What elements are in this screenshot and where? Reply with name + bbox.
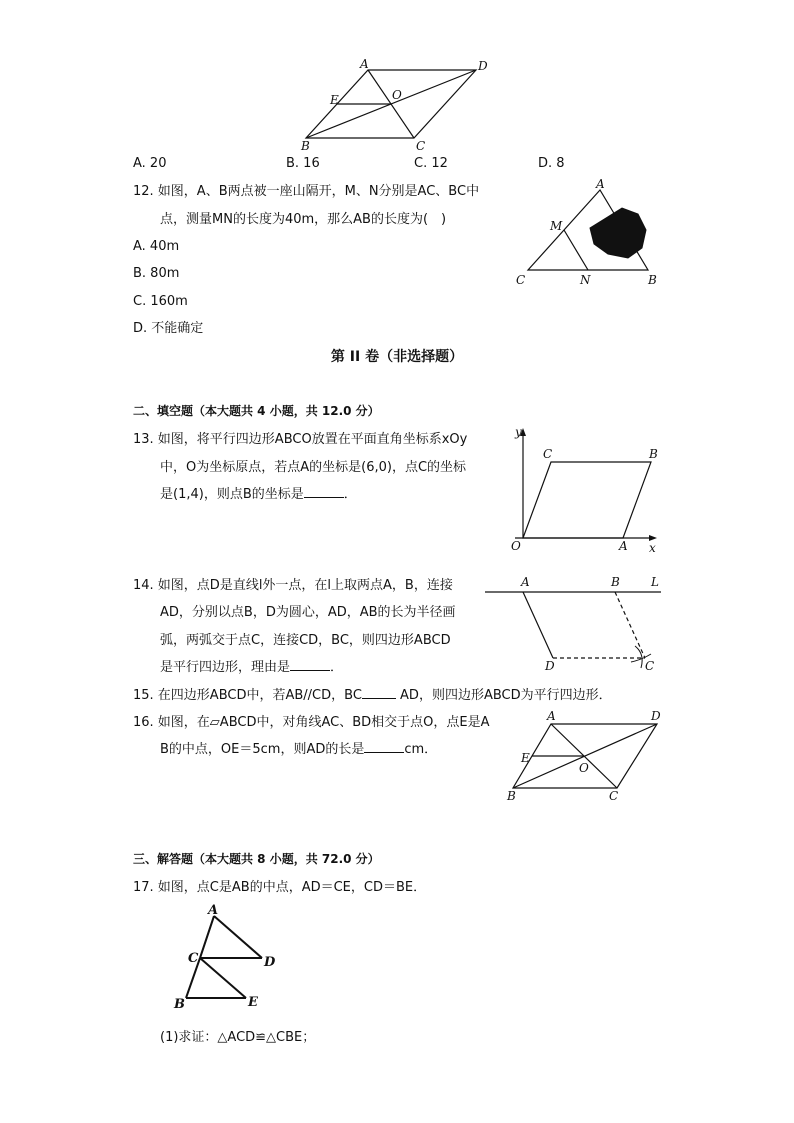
fig12-label-c: C — [516, 273, 526, 287]
q11-option-a[interactable]: A. 20 — [133, 156, 167, 171]
q13-text-line3-body: 是(1,4)，则点B的坐标是 — [160, 487, 304, 502]
q14-text-line2: AD，分别以点B，D为圆心，AD，AB的长为半径画 — [160, 605, 456, 620]
fig17-label-a: A — [208, 903, 219, 918]
fig17-label-e: E — [248, 995, 258, 1010]
q14-text-line1: 14. 如图，点D是直线l外一点，在l上取两点A，B，连接 — [133, 578, 453, 593]
q11-option-c[interactable]: C. 12 — [414, 156, 448, 171]
fig16-label-a: A — [547, 709, 556, 723]
fig17-label-c: C — [188, 951, 199, 966]
fig14-label-a: A — [521, 575, 530, 589]
fig12-label-m: M — [550, 219, 563, 233]
q16-text-line1: 16. 如图，在▱ABCD中，对角线AC、BD相交于点O，点E是A — [133, 715, 490, 730]
fig12-label-b: B — [648, 273, 657, 287]
figure-q12-mountain-triangle — [510, 178, 660, 290]
fig14-label-l: L — [651, 575, 659, 589]
q16-answer-blank[interactable] — [364, 740, 404, 753]
fig17-label-d: D — [264, 955, 276, 970]
fig11-label-c: C — [416, 139, 426, 153]
fig16-label-d: D — [651, 709, 661, 723]
q17-sub1: (1)求证：△ACD≌△CBE； — [160, 1030, 316, 1045]
q16-text-line2-end: cm． — [404, 742, 438, 757]
q12-option-c[interactable]: C. 160m — [133, 294, 188, 309]
q13-answer-blank[interactable] — [304, 485, 344, 498]
fig13-label-y: y — [515, 425, 522, 439]
q14-answer-blank[interactable] — [290, 658, 330, 671]
q14-text-line4-end: ． — [330, 660, 344, 675]
figure-q13-coordinate-parallelogram — [505, 426, 665, 556]
fig13-label-x: x — [649, 541, 656, 555]
fig13-label-a: A — [619, 539, 628, 553]
q12-option-d[interactable]: D. 不能确定 — [133, 321, 204, 336]
q15-text-pre: 15. 在四边形ABCD中，若AB//CD，BC — [133, 688, 362, 703]
fig16-label-e: E — [521, 751, 530, 765]
q12-option-a[interactable]: A. 40m — [133, 239, 180, 254]
fig14-label-b: B — [611, 575, 620, 589]
q11-option-d[interactable]: D. 8 — [538, 156, 565, 171]
section3-heading: 三、解答题（本大题共 8 小题，共 72.0 分） — [133, 852, 380, 866]
fig11-label-o: O — [392, 88, 402, 102]
fig11-label-a: A — [360, 57, 369, 71]
figure-q11-parallelogram — [300, 58, 500, 158]
fig16-label-b: B — [507, 789, 516, 803]
fig11-label-d: D — [478, 59, 488, 73]
fig12-label-n: N — [580, 273, 591, 287]
fig13-label-b: B — [649, 447, 658, 461]
figure-q17-triangles — [170, 902, 290, 1014]
figure-q16-parallelogram — [505, 708, 670, 808]
mountain-blob — [590, 208, 646, 258]
fig12-label-a: A — [596, 177, 605, 191]
fig11-label-e: E — [330, 93, 339, 107]
fig17-label-b: B — [174, 997, 185, 1012]
q13-text-line3-end: ． — [343, 487, 357, 502]
fig16-label-o: O — [579, 761, 589, 775]
fig13-label-c: C — [543, 447, 553, 461]
fig14-label-d: D — [545, 659, 555, 673]
section2-heading: 二、填空题（本大题共 4 小题，共 12.0 分） — [133, 404, 380, 418]
q16-text-line2 — [160, 736, 437, 763]
q12-text-line1: 12. 如图，A、B两点被一座山隔开，M、N分别是AC、BC中 — [133, 184, 480, 199]
fig14-label-c: C — [645, 659, 655, 673]
q14-text-line3: 弧，两弧交于点C，连接CD，BC，则四边形ABCD — [160, 633, 451, 648]
part2-title: 第 II 卷（非选择题） — [330, 349, 464, 365]
fig16-label-c: C — [609, 789, 619, 803]
q11-option-b[interactable]: B. 16 — [286, 156, 320, 171]
q15-answer-blank[interactable] — [362, 686, 396, 699]
fig11-label-b: B — [301, 139, 310, 153]
q13-text-line1: 13. 如图，将平行四边形ABCO放置在平面直角坐标系xOy — [133, 432, 468, 447]
q12-text-line2: 点，测量MN的长度为40m，那么AB的长度为( ) — [160, 212, 447, 227]
q12-option-b[interactable]: B. 80m — [133, 266, 180, 281]
q14-text-line4 — [160, 654, 343, 681]
q15-text — [133, 682, 612, 709]
q14-text-line4-body: 是平行四边形，理由是 — [160, 660, 291, 675]
q13-text-line3 — [160, 481, 357, 508]
q16-text-line2-body: B的中点，OE＝5cm，则AD的长是 — [160, 742, 365, 757]
fig13-label-o: O — [511, 539, 521, 553]
figure-q14-construction — [485, 574, 665, 674]
q13-text-line2: 中，O为坐标原点，若点A的坐标是(6,0)，点C的坐标 — [160, 460, 467, 475]
q17-text-line1: 17. 如图，点C是AB的中点，AD＝CE，CD＝BE． — [133, 880, 427, 895]
q15-text-post: AD，则四边形ABCD为平行四边形． — [395, 688, 612, 703]
